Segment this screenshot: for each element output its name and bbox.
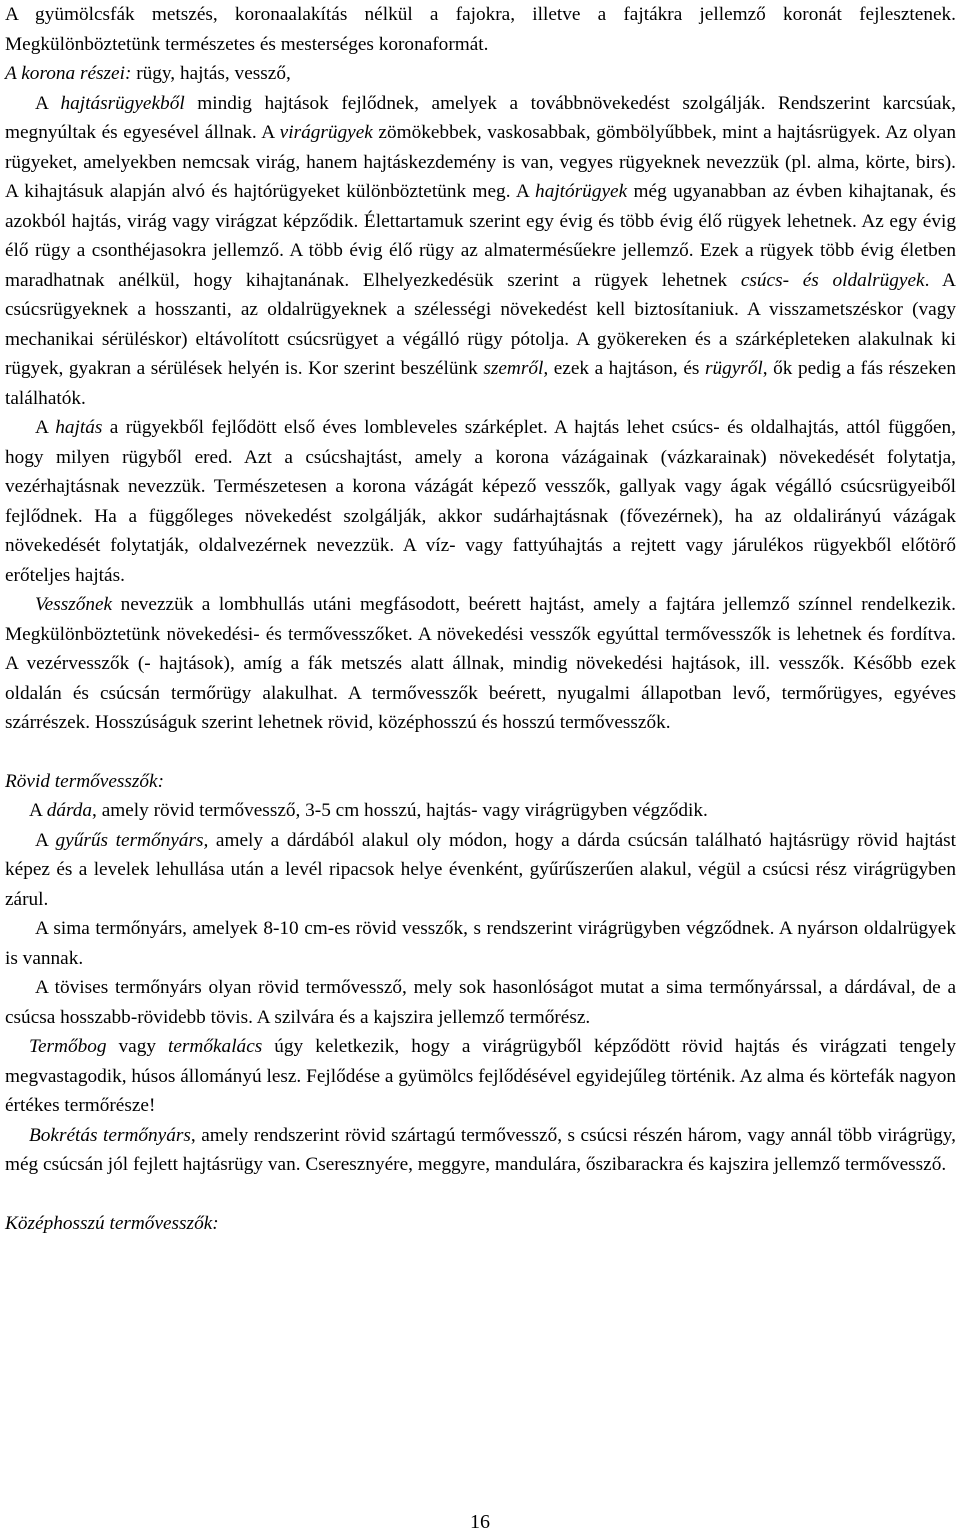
term-rugy: rügyről (704, 358, 763, 379)
text-span: , amely rövid termővessző, 3-5 cm hosszú, hajtás- vagy virágrügyben végződik. (92, 800, 708, 821)
paragraph-spacer (5, 1180, 956, 1209)
korona-reszei-label: A korona részei: (5, 63, 132, 84)
term-hajtas: hajtás (55, 417, 103, 438)
term-viragrugyek: virágrügyek (279, 122, 373, 143)
term-termokalacs: termőkalács (168, 1036, 263, 1057)
heading-kozephosszu-termovesszok: Középhosszú termővesszők: (5, 1212, 219, 1234)
term-vesszonek: Vesszőnek (35, 594, 113, 615)
paragraph-rugyek (5, 89, 956, 414)
text-span: amely a dárdából alakul oly módon, hogy a dárda csúcsán található hajtásrügy rövid hajtást képez és a levelek lehullása után a levél ripacsok helye évenként, gyűrűszerűen alakul, végül a csúcsi rész virágrügyben zárul. (5, 829, 956, 910)
paragraph-darda (5, 796, 956, 826)
text-span: a rügyekből fejlődött első éves lombleveles szárképlet. A hajtás lehet csúcs- és oldalhajtás, attól függően, hogy milyen rügyből ered. Azt a csúcshajtást, amely a korona vázágainak (vázkarainak) növekedését folytatja, vezérhajtásnak nevezzük. Természetesen a korona vázágát képező vesszők, gallyak vagy ágak végálló csúcsrügyeiből fejlődnek. Ha a függőleges növekedést szolgálják, akkor sudárhajtásnak (fővezérnek), ha az oldalirányú vázágak növekedését folytatják, oldalvezérnek nevezzük. A víz- vagy fattyúhajtás a rejtett vagy járulékos rügyekből előtörő erőteljes hajtás. (5, 417, 956, 586)
text-span: , amely rendszerint rövid szártagú termővessző, s csúcsi részén három, vagy annál több virágrügy, még csúcsán jól fejlett hajtásrügy van. Cseresznyére, meggyre, mandulára, őszibarackra és kajszira jellemző termővessző. (5, 1124, 956, 1175)
term-gyurus-termonyars: gyűrűs termőnyárs, (55, 829, 209, 851)
body-text (5, 0, 956, 1238)
text-span: . A csúcsrügyeknek a hosszanti, az oldalrügyeknek a szélességi növekedést kell biztosítaniuk. A visszametszéskor (vagy mechanikai sérüléskor) eltávolított csúcsrügyet a végálló rügy pótolja. A gyökereken és a szárképleteken alakulnak ki rügyek, gyakran a sérülések helyén is. Kor szerint beszélünk (5, 269, 956, 379)
term-darda: dárda (46, 800, 93, 821)
text-span: még ugyanabban az évben kihajtanak, és azokból hajtás, virág vagy virágzat képződik. Élettartamuk szerint egy évig és több évig élő rügyek lehetnek. Az egy évig élő rügy a csonthéjasokra jellemző. A több évig élő rügy az almatermésűekre jellemző. Ezek a rügyek több évig életben maradhatnak anélkül, hogy kihajtanának. Elhelyezkedésük szerint a rügyek lehetnek (5, 181, 957, 291)
term-csucs-oldalrugyek: csúcs- és oldalrügyek (740, 269, 925, 291)
term-hajtorugyek: hajtórügyek (535, 181, 628, 202)
paragraph-spacer (5, 738, 956, 767)
text-span: zömökebbek, vaskosabbak, gömbölyűbbek, mint a hajtásrügyek. Az olyan rügyeket, amelyekben nemcsak virág, hanem hajtáskezdemény is van, vegyes rügyeknek nevezzük (pl. alma, körte, birs). A kihajtásuk alapján alvó és hajtórügyeket különböztetünk meg. A (5, 122, 957, 202)
text-span: úgy keletkezik, hogy a virágrügyből képződött rövid hajtás és virágzati tengely megvastagodik, húsos állományú lesz. Fejlődése a gyümölcs fejlődésével egyidejűleg történik. Az alma és körtefák nagyon értékes termőrésze! (5, 1036, 956, 1116)
term-szem: szemről, (483, 358, 549, 379)
text-span: A (35, 829, 56, 851)
text-span: , ők pedig a fás részeken találhatók. (5, 358, 956, 409)
text-span: vagy (106, 1036, 169, 1057)
paragraph-tovises-termonyars: A tövises termőnyárs olyan rövid termővessző, mely sok hasonlóságot mutat a sima termőnyárssal, a dárdával, de a csúcsa hosszabb-rövidebb tövis. A szilvára és a kajszira jellemző termőrész. (5, 977, 956, 1028)
paragraph-vessző (5, 590, 956, 738)
paragraph-termobog (5, 1032, 956, 1121)
korona-reszei-list: rügy, hajtás, vessző, (131, 63, 291, 84)
paragraph-bokretas-termonyars (5, 1121, 956, 1180)
paragraph-sima-termonyars: A sima termőnyárs, amelyek 8-10 cm-es rövid vesszők, s rendszerint virágrügyben végződnek. A nyárson oldalrügyek is vannak. (5, 918, 956, 969)
text-span: A (35, 417, 56, 438)
paragraph-gyurus-termonyars (5, 826, 956, 915)
text-span: mindig hajtások fejlődnek, amelyek a továbbnövekedést szolgálják. Rendszerint karcsúak, megnyúltak és egyesével állnak. A (5, 92, 956, 143)
heading-rovid-termovesszok: Rövid termővesszők: (5, 770, 165, 792)
term-hajtasrugyek: hajtásrügyekből (60, 92, 185, 114)
text-span: ezek a hajtáson, és (548, 358, 705, 379)
text-span: A (35, 92, 61, 114)
paragraph-korona-reszei (5, 59, 956, 89)
term-termobog: Termőbog (29, 1036, 107, 1057)
text-span: nevezzük a lombhullás utáni megfásodott, beérett hajtást, amely a fajtára jellemző színnel rendelkezik. Megkülönböztetünk növekedési- és termővesszőket. A növekedési vesszők egyúttal termővesszők is lehetnek és fordítva. A vezérvesszők (- hajtások), amíg a fák metszés alatt állnak, mindig növekedési hajtások, ill. vesszők. Később ezek oldalán és csúcsán termőrügy alakulhat. A termővesszők beérett, nyugalmi állapotban levő, termőrügyes, egyéves szárrészek. Hosszúságuk szerint lehetnek rövid, középhosszú és hosszú termővesszők. (5, 594, 956, 733)
term-bokretas-termonyars: Bokrétás termőnyárs (29, 1124, 191, 1146)
text-span: A (29, 800, 47, 821)
paragraph-intro: A gyümölcsfák metszés, koronaalakítás nélkül a fajokra, illetve a fajtákra jellemző koronát fejlesztenek. Megkülönböztetünk természetes és mesterséges koronaformát. (5, 4, 956, 55)
paragraph-hajtas (5, 413, 956, 590)
page-number: 16 (470, 1511, 490, 1533)
